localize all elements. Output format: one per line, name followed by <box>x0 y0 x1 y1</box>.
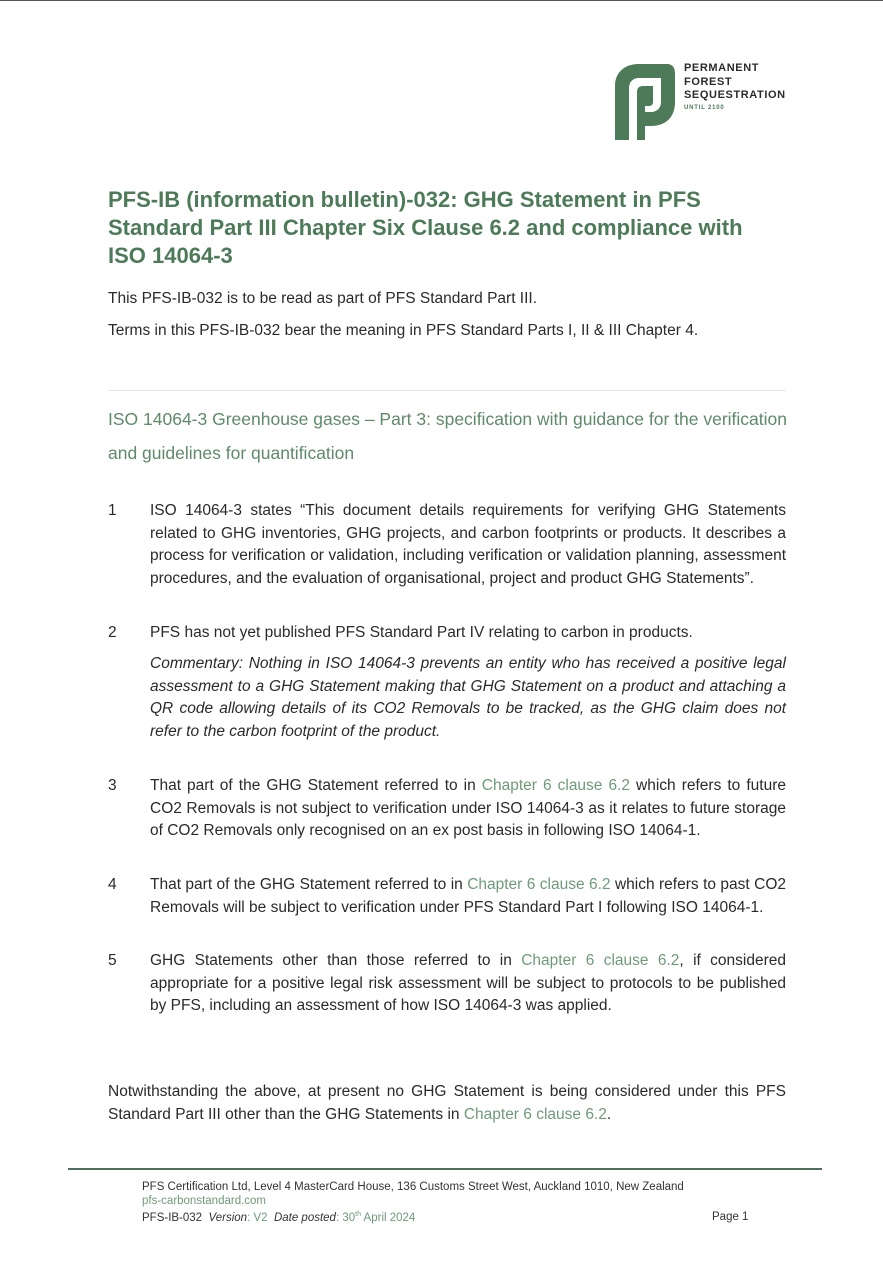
closing-text-post: . <box>606 1105 612 1123</box>
footer-date-label: Date posted <box>273 1211 336 1224</box>
item-text <box>150 775 786 843</box>
item-text: ISO 14064-3 states “This document details requirements for verifying GHG Statements related to GHG inventories, GHG projects, and carbon footprints or products. It describes a process for verification or validation, including verification or validation planning, assessment procedures, and the evaluation of organisational, project and product GHG Statements”. <box>150 502 786 587</box>
item-text-post: , if considered appropriate for a positive legal risk assessment will be subject to protocols to be published by PFS, including an assessment of how ISO 14064-3 was applied. <box>150 952 786 1014</box>
logo-tagline: UNTIL 2100 <box>684 104 725 111</box>
item-number: 2 <box>108 624 117 641</box>
item-text: PFS has not yet published PFS Standard Part IV relating to carbon in products. <box>150 624 693 641</box>
footer-address: PFS Certification Ltd, Level 4 MasterCard House, 136 Customs Street West, Auckland 1010, New Zealand <box>142 1181 684 1193</box>
footer-version-label: Version <box>208 1211 248 1224</box>
chapter-6-clause-link[interactable]: Chapter 6 clause 6.2 <box>521 952 680 969</box>
logo-wordmark <box>684 62 786 112</box>
item-text-post: which refers to past CO2 Removals will be subject to verification under PFS Standard Part I following ISO 14064-1. <box>150 876 786 916</box>
item-commentary: Commentary: Nothing in ISO 14064-3 prevents an entity who has received a positive legal assessment to a GHG Statement making that GHG Statement on a product and attaching a QR code allowing details of its CO2 Removals to be tracked, as the GHG claim does not refer to the carbon footprint of the product. <box>150 655 786 740</box>
logo-line-2: FOREST <box>684 75 733 88</box>
logo-line-3: SEQUESTRATION <box>684 89 786 101</box>
closing-paragraph <box>108 1081 786 1126</box>
intro-terms-meaning: Terms in this PFS-IB-032 bear the meaning in PFS Standard Parts I, II & III Chapter 4. <box>108 322 699 339</box>
footer-date: : 30th April 2024 <box>335 1211 416 1224</box>
item-text-pre: That part of the GHG Statement referred to in <box>150 777 482 794</box>
top-border-line <box>0 0 883 1</box>
footer-doc-id: PFS-IB-032 <box>142 1211 203 1224</box>
item-number: 4 <box>108 876 117 893</box>
item-text <box>150 950 786 1018</box>
footer-website-link[interactable]: pfs-carbonstandard.com <box>142 1195 267 1207</box>
footer-version: : V2 <box>247 1211 268 1224</box>
intro-read-as-part: This PFS-IB-032 is to be read as part of PFS Standard Part III. <box>108 290 538 307</box>
item-text-post: which refers to future CO2 Removals is not subject to verification under ISO 14064-3 as it relates to future storage of CO2 Removals only recognised on an ex post basis in following ISO 14064-1. <box>150 777 786 839</box>
footer <box>142 1180 684 1225</box>
item-number: 5 <box>108 952 117 969</box>
chapter-6-clause-link[interactable]: Chapter 6 clause 6.2 <box>463 1105 607 1123</box>
closing-text-pre: Notwithstanding the above, at present no GHG Statement is being considered under this PFS Standard Part III other than the GHG Statements in <box>108 1083 786 1123</box>
pfs-leaf-logo-icon <box>607 62 677 140</box>
page-number: Page 1 <box>712 1211 749 1223</box>
section-heading: ISO 14064-3 Greenhouse gases – Part 3: specification with guidance for the verification and guidelines for quantification <box>108 409 788 463</box>
item-number: 3 <box>108 777 117 794</box>
item-text-pre: GHG Statements other than those referred to in <box>150 952 522 969</box>
logo-line-1: PERMANENT <box>684 62 760 74</box>
chapter-6-clause-link[interactable]: Chapter 6 clause 6.2 <box>467 876 611 893</box>
chapter-6-clause-link[interactable]: Chapter 6 clause 6.2 <box>481 777 631 794</box>
item-text-pre: That part of the GHG Statement referred to in <box>150 876 468 893</box>
footer-divider <box>68 1168 822 1170</box>
item-text <box>150 874 786 919</box>
document-title: PFS-IB (information bulletin)-032: GHG Statement in PFS Standard Part III Chapter Six Clause 6.2 and compliance with ISO 14064-3 <box>108 187 743 268</box>
pfs-logo <box>607 62 807 142</box>
section-divider <box>108 390 786 391</box>
item-number: 1 <box>108 502 117 519</box>
